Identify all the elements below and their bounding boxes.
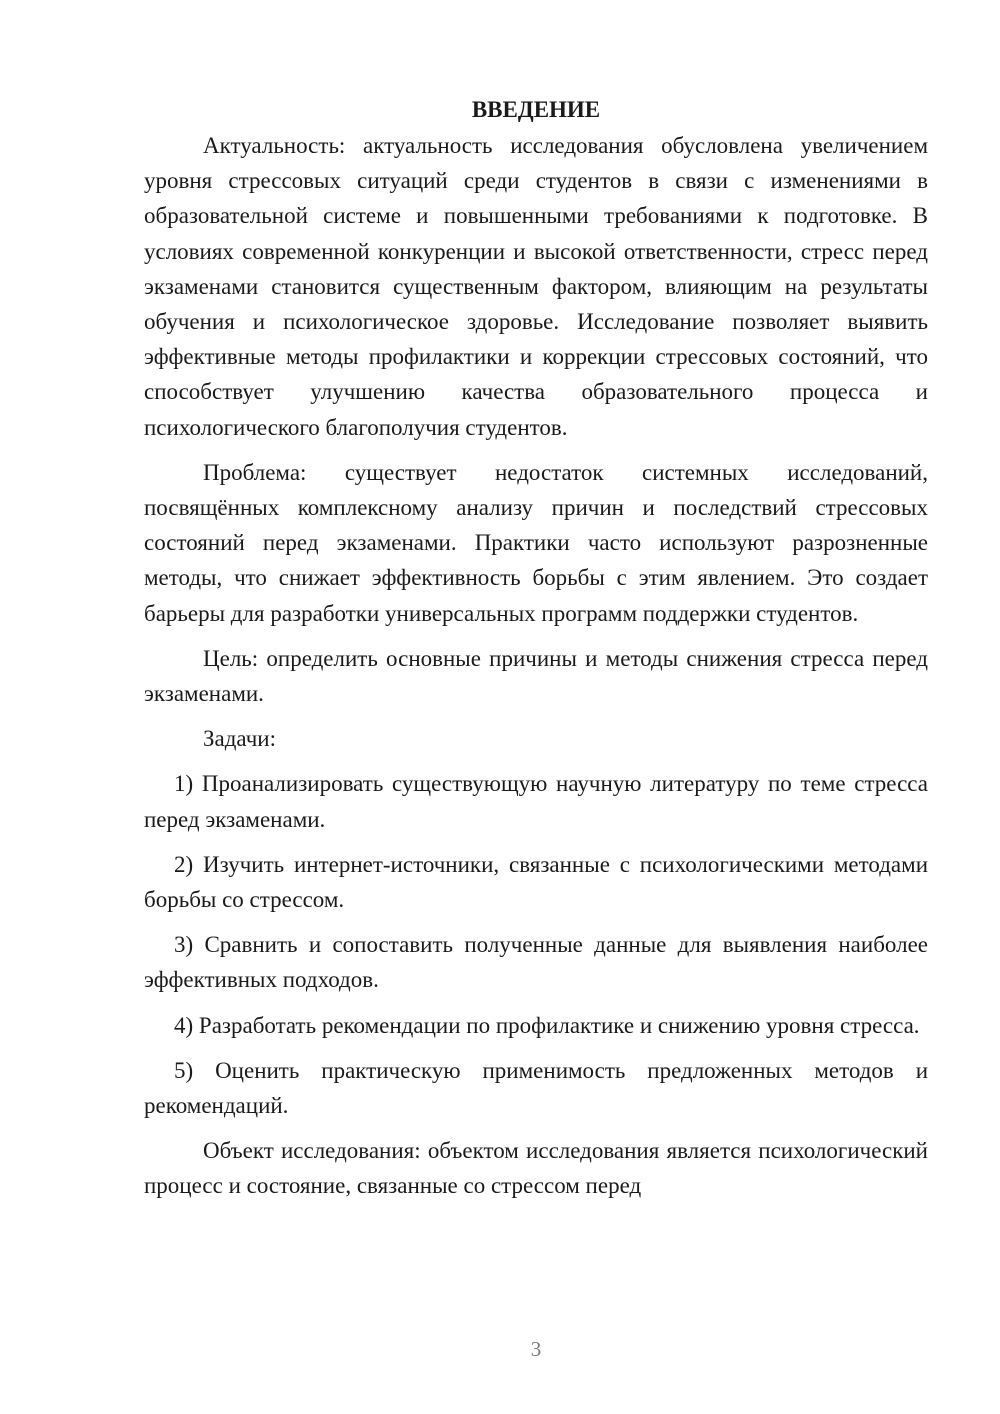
document-content bbox=[144, 92, 928, 1214]
task-item: 4) Разработать рекомендации по профилактике и снижению уровня стресса. bbox=[174, 1012, 920, 1038]
tasks-list bbox=[144, 766, 928, 1123]
tasks-title: Задачи: bbox=[203, 726, 276, 752]
task-item: 2) Изучить интернет-источники, связанные с психологическими методами борьбы со стрессом. bbox=[144, 851, 928, 913]
paragraph-object: Объект исследования: объектом исследования является психологический процесс и состояние, связанные со стрессом перед bbox=[144, 1138, 928, 1199]
task-item: 3) Сравнить и сопоставить полученные данные для выявления наиболее эффективных подходов. bbox=[144, 932, 928, 993]
section-heading: ВВЕДЕНИЕ bbox=[471, 97, 601, 122]
page-number: 3 bbox=[530, 1337, 542, 1361]
paragraph-problem: Проблема: существует недостаток системных исследований, посвящённых комплексному анализу причин и последствий стрессовых состояний перед экзаменами. Практики часто используют разрозненные методы, что снижает эффективность борьбы с этим явлением. Это создает барьеры для разработки универсальных программ поддержки студентов. bbox=[144, 459, 928, 626]
task-item: 5) Оценить практическую применимость предложенных методов и рекомендаций. bbox=[144, 1057, 928, 1119]
task-item: 1) Проанализировать существующую научную литературу по теме стресса перед экзаменами. bbox=[144, 771, 928, 832]
paragraph-relevance: Актуальность: актуальность исследования обусловлена увеличением уровня стрессовых ситуаций среди студентов в связи с изменениями в образовательной системе и повышенными требованиями к подготовке. В условиях современной конкуренции и высокой ответственности, стресс перед экзаменами становится существенным фактором, влияющим на результаты обучения и психологическое здоровье. Исследование позволяет выявить эффективные методы профилактики и коррекции стрессовых состояний, что способствует улучшению качества образовательного процесса и психологического благополучия студентов. bbox=[144, 133, 928, 440]
paragraph-goal: Цель: определить основные причины и методы снижения стресса перед экзаменами. bbox=[144, 645, 928, 707]
